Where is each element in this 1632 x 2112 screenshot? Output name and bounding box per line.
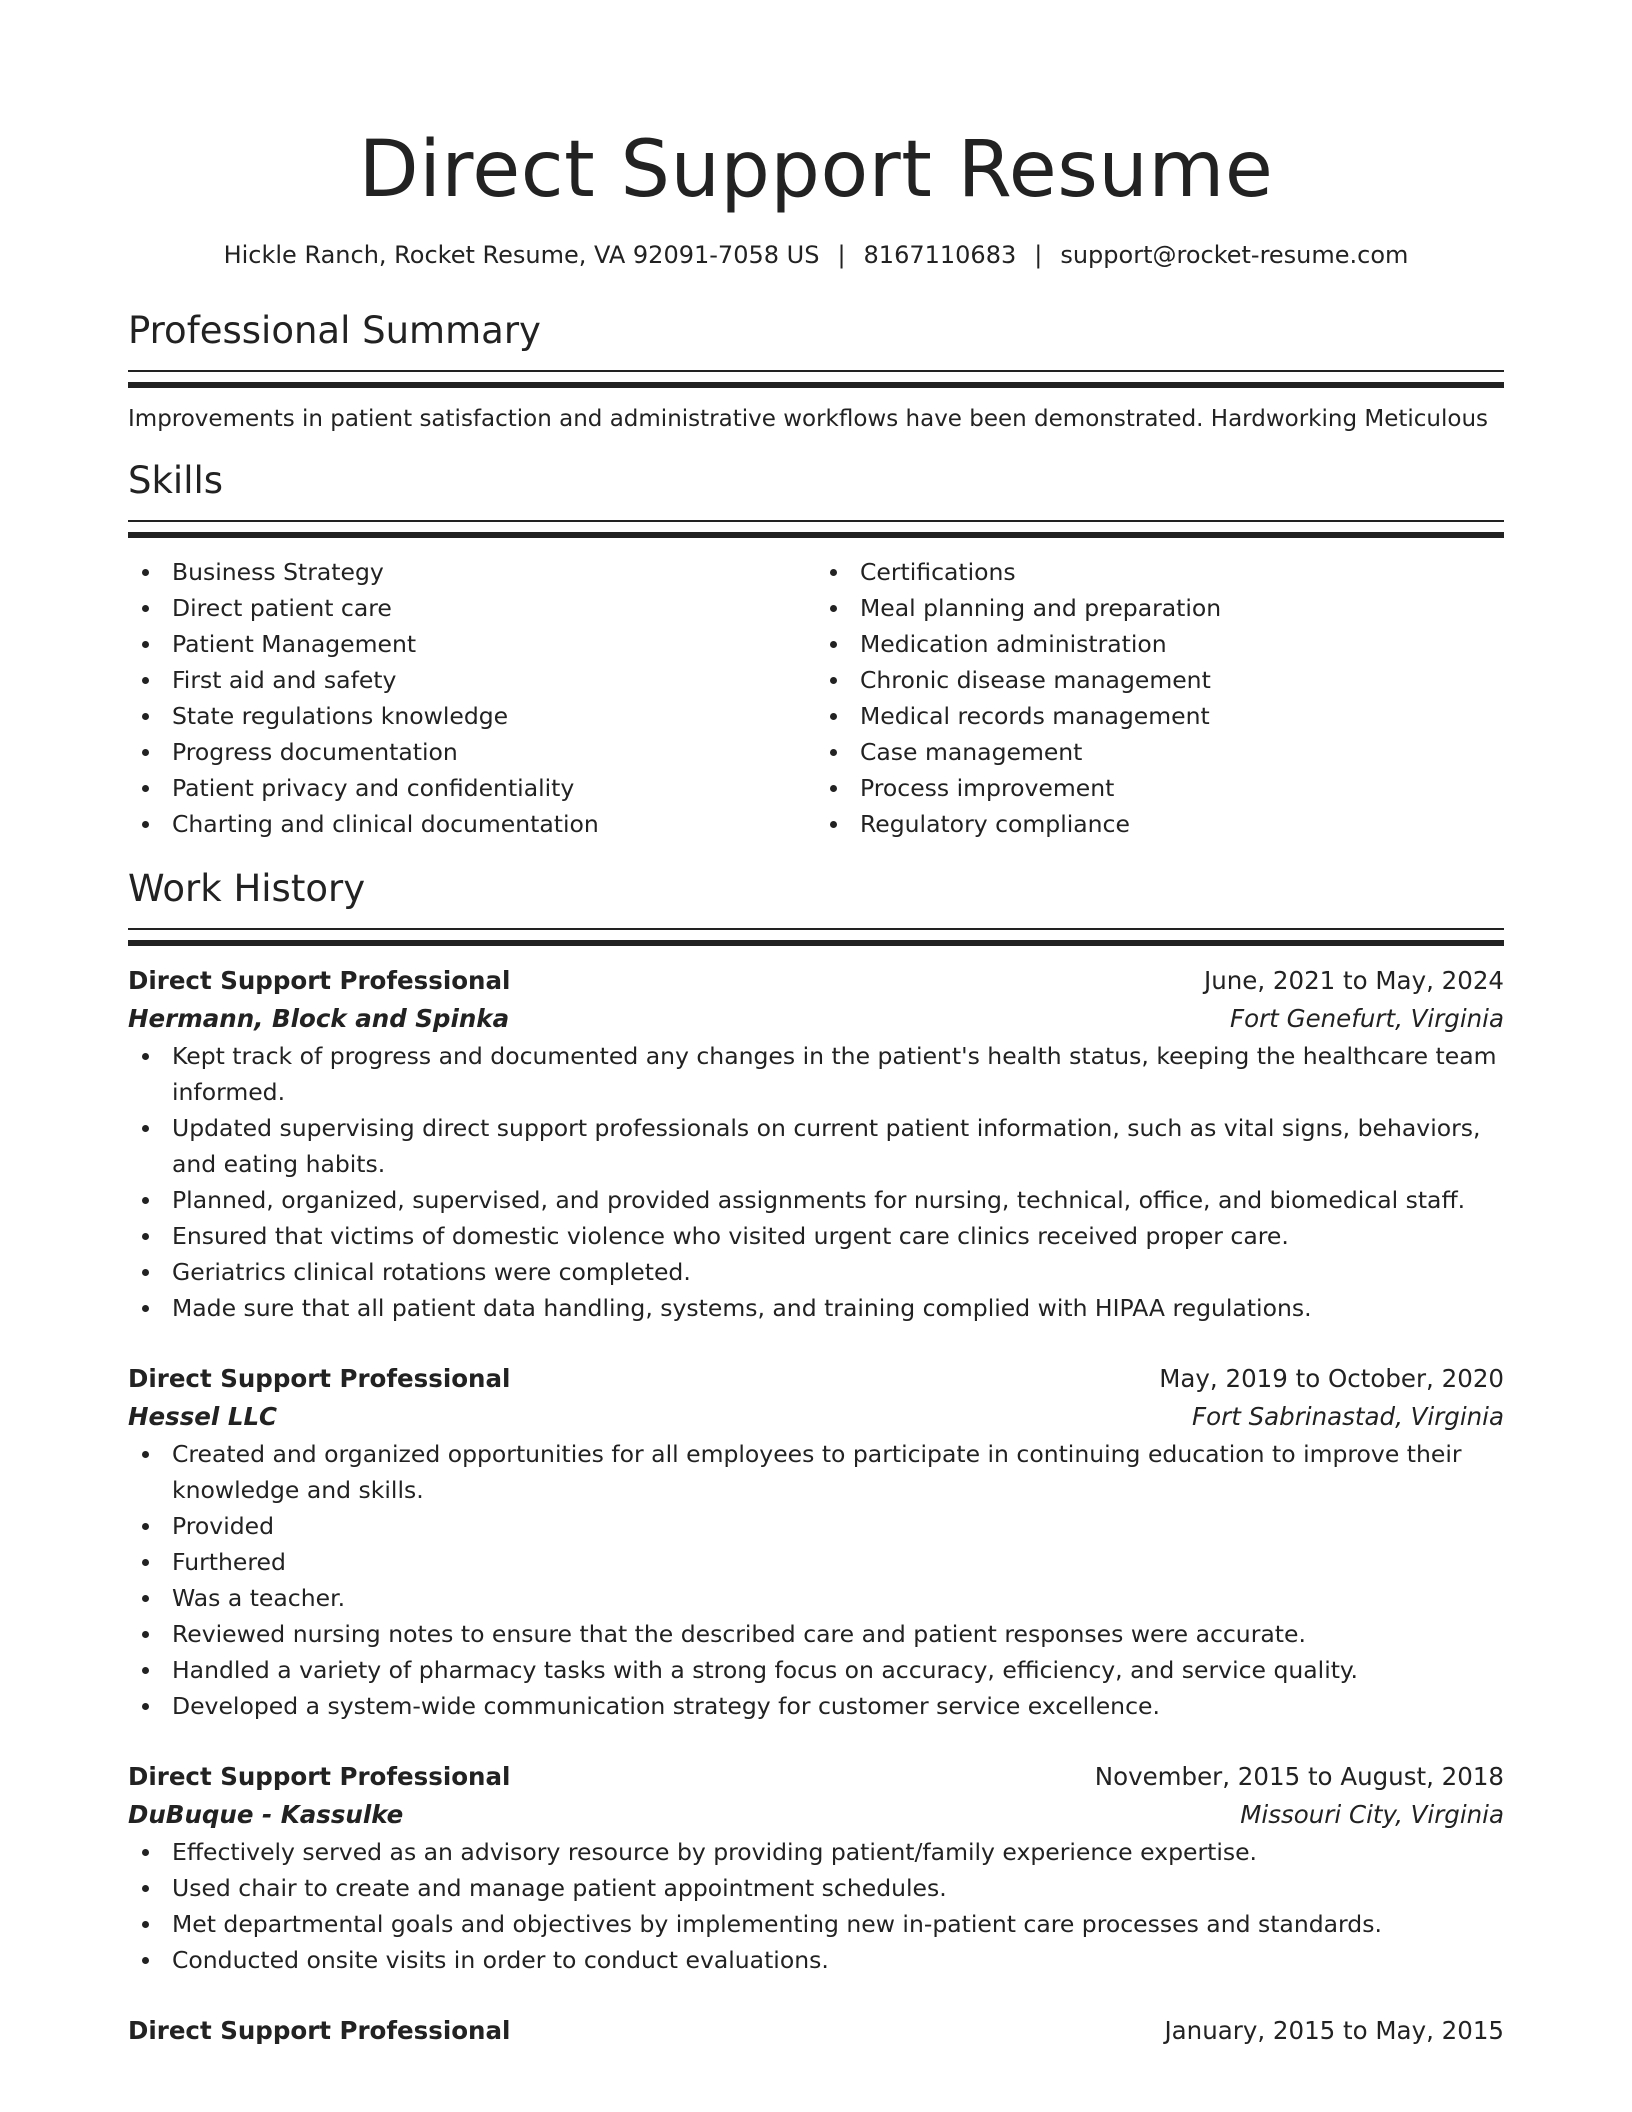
section-heading-skills: Skills <box>128 459 224 502</box>
contact-address: Hickle Ranch, Rocket Resume, VA 92091-7058 US <box>223 241 820 269</box>
section-heading-work: Work History <box>128 867 366 910</box>
job-bullet-list <box>128 1038 1504 1326</box>
skills-list-left <box>128 554 816 842</box>
skill-item: Patient Management <box>128 626 816 662</box>
job-bullet-list <box>128 1436 1504 1724</box>
job-title: Direct Support Professional <box>128 1364 511 1393</box>
job-header-row <box>128 1758 1504 1796</box>
job-company: Hermann, Block and Spinka <box>128 1004 510 1033</box>
contact-phone: 8167110683 <box>863 241 1017 269</box>
summary-section <box>128 306 1504 436</box>
skill-item: Patient privacy and confidentiality <box>128 770 816 806</box>
skill-item: Case management <box>816 734 1504 770</box>
contact-separator: | <box>837 241 846 269</box>
job-dates: May, 2019 to October, 2020 <box>1159 1364 1504 1393</box>
job-entry <box>128 1758 1504 1978</box>
job-entry <box>128 1360 1504 1724</box>
skill-item: Certifications <box>816 554 1504 590</box>
skill-item: Chronic disease management <box>816 662 1504 698</box>
contact-email: support@rocket-resume.com <box>1060 241 1409 269</box>
job-bullet: Reviewed nursing notes to ensure that the described care and patient responses were accurate. <box>128 1616 1504 1652</box>
job-bullet: Effectively served as an advisory resource by providing patient/family experience expertise. <box>128 1834 1504 1870</box>
skills-list-right <box>816 554 1504 842</box>
job-bullet: Was a teacher. <box>128 1580 1504 1616</box>
contact-line <box>128 238 1504 272</box>
job-dates: June, 2021 to May, 2024 <box>1203 966 1504 995</box>
job-bullet: Conducted onsite visits in order to conduct evaluations. <box>128 1942 1504 1978</box>
skill-item: Process improvement <box>816 770 1504 806</box>
contact-separator: | <box>1034 241 1043 269</box>
job-list <box>128 962 1504 2050</box>
work-section <box>128 864 1504 2050</box>
job-bullet: Created and organized opportunities for all employees to participate in continuing education to improve their knowledge and skills. <box>128 1436 1504 1508</box>
job-bullet: Developed a system-wide communication strategy for customer service excellence. <box>128 1688 1504 1724</box>
job-location: Missouri City, Virginia <box>1240 1800 1504 1829</box>
section-divider <box>128 520 1504 538</box>
job-company: DuBuque - Kassulke <box>128 1800 404 1829</box>
job-title: Direct Support Professional <box>128 966 511 995</box>
job-bullet: Made sure that all patient data handling, systems, and training complied with HIPAA regulations. <box>128 1290 1504 1326</box>
job-bullet: Updated supervising direct support professionals on current patient information, such as vital signs, behaviors, and eating habits. <box>128 1110 1504 1182</box>
job-entry <box>128 962 1504 1326</box>
skill-item: Medication administration <box>816 626 1504 662</box>
resume-page <box>128 0 1504 2050</box>
skill-item: State regulations knowledge <box>128 698 816 734</box>
job-dates: January, 2015 to May, 2015 <box>1164 2016 1504 2045</box>
skills-columns <box>128 554 1504 842</box>
skill-item: Business Strategy <box>128 554 816 590</box>
skill-item: Regulatory compliance <box>816 806 1504 842</box>
job-entry <box>128 2012 1504 2050</box>
job-bullet: Handled a variety of pharmacy tasks with a strong focus on accuracy, efficiency, and service quality. <box>128 1652 1504 1688</box>
section-divider <box>128 370 1504 388</box>
job-bullet: Provided <box>128 1508 1504 1544</box>
skill-item: First aid and safety <box>128 662 816 698</box>
job-bullet: Kept track of progress and documented any changes in the patient's health status, keeping the healthcare team informed. <box>128 1038 1504 1110</box>
summary-text: Improvements in patient satisfaction and administrative workflows have been demonstrated. Hardworking Meticulous <box>128 406 1489 432</box>
skill-item: Charting and clinical documentation <box>128 806 816 842</box>
skills-section <box>128 456 1504 842</box>
job-location: Fort Sabrinastad, Virginia <box>1192 1402 1504 1431</box>
skill-item: Progress documentation <box>128 734 816 770</box>
resume-title: Direct Support Resume <box>358 125 1274 215</box>
skill-item: Direct patient care <box>128 590 816 626</box>
job-company-row <box>128 1000 1504 1038</box>
job-dates: November, 2015 to August, 2018 <box>1094 1762 1504 1791</box>
job-bullet: Geriatrics clinical rotations were completed. <box>128 1254 1504 1290</box>
job-bullet: Ensured that victims of domestic violence who visited urgent care clinics received proper care. <box>128 1218 1504 1254</box>
job-bullet: Used chair to create and manage patient appointment schedules. <box>128 1870 1504 1906</box>
job-company-row <box>128 1796 1504 1834</box>
skill-item: Medical records management <box>816 698 1504 734</box>
job-header-row <box>128 1360 1504 1398</box>
job-company: Hessel LLC <box>128 1402 278 1431</box>
job-location: Fort Genefurt, Virginia <box>1230 1004 1504 1033</box>
job-company-row <box>128 1398 1504 1436</box>
job-bullet: Planned, organized, supervised, and provided assignments for nursing, technical, office, and biomedical staff. <box>128 1182 1504 1218</box>
section-heading-summary: Professional Summary <box>128 309 541 352</box>
section-divider <box>128 928 1504 946</box>
skill-item: Meal planning and preparation <box>816 590 1504 626</box>
job-bullet: Met departmental goals and objectives by implementing new in-patient care processes and standards. <box>128 1906 1504 1942</box>
job-bullet: Furthered <box>128 1544 1504 1580</box>
job-title: Direct Support Professional <box>128 2016 511 2045</box>
job-title: Direct Support Professional <box>128 1762 511 1791</box>
job-header-row <box>128 2012 1504 2050</box>
job-bullet-list <box>128 1834 1504 1978</box>
job-header-row <box>128 962 1504 1000</box>
